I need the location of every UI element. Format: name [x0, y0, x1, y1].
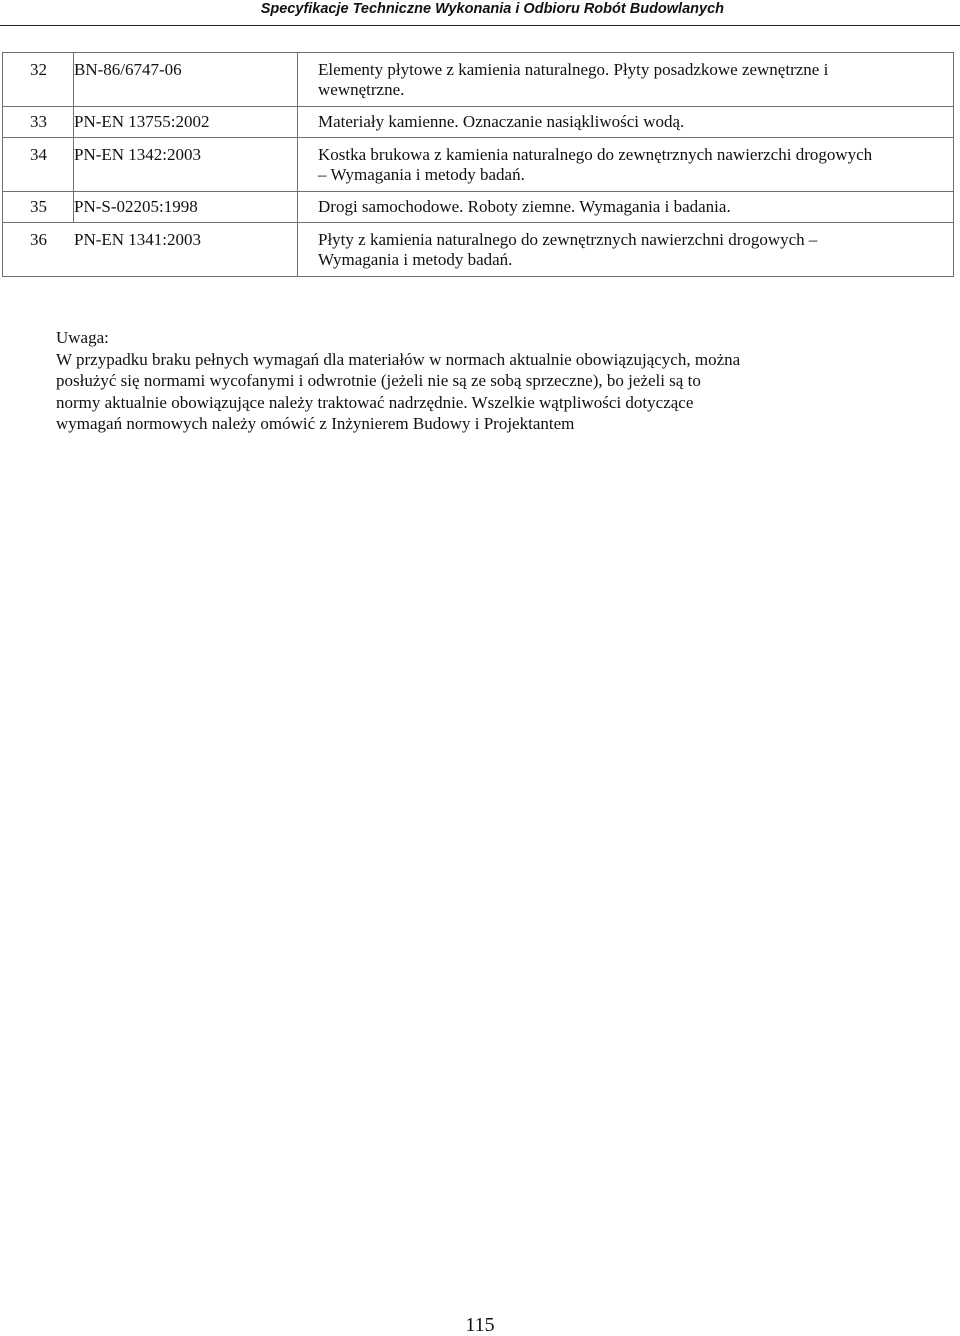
- table-row: [3, 107, 954, 138]
- description-line: Materiały kamienne. Oznaczanie nasiąkliwości wodą.: [318, 112, 685, 131]
- note-line: normy aktualnie obowiązujące należy traktować nadrzędnie. Wszelkie wątpliwości dotyczące: [56, 392, 694, 412]
- document-title: Specyfikacje Techniczne Wykonania i Odbioru Robót Budowlanych: [260, 1, 724, 17]
- norm-code: PN-EN 1342:2003: [74, 138, 298, 192]
- norms-table: [2, 52, 954, 277]
- page-number: 115: [465, 1314, 495, 1336]
- description-line: Wymagania i metody badań.: [318, 250, 513, 269]
- description-line: Elementy płytowe z kamienia naturalnego. Płyty posadzkowe zewnętrzne i: [318, 60, 829, 79]
- table-row: [3, 53, 954, 107]
- row-number: 36: [30, 230, 47, 249]
- row-number: 35: [3, 192, 74, 223]
- table-row: [3, 192, 954, 223]
- row-number: 33: [3, 107, 74, 138]
- description-line: Drogi samochodowe. Roboty ziemne. Wymagania i badania.: [318, 197, 731, 216]
- note-line: W przypadku braku pełnych wymagań dla materiałów w normach aktualnie obowiązujących, można: [56, 349, 741, 369]
- table-row: [3, 138, 954, 192]
- note-block: [56, 327, 856, 435]
- description-line: wewnętrzne.: [318, 80, 405, 99]
- norm-description: [298, 192, 954, 223]
- norm-code: PN-EN 13755:2002: [74, 107, 298, 138]
- page-header: [0, 0, 960, 26]
- row-number: 32: [3, 53, 74, 107]
- description-line: – Wymagania i metody badań.: [318, 165, 525, 184]
- norm-description: [298, 53, 954, 107]
- norm-code: BN-86/6747-06: [74, 53, 298, 107]
- norm-description: [298, 107, 954, 138]
- description-line: Płyty z kamienia naturalnego do zewnętrznych nawierzchni drogowych –: [318, 230, 818, 249]
- norm-code: PN-S-02205:1998: [74, 192, 298, 223]
- norm-code: PN-EN 1341:2003: [74, 230, 202, 249]
- norm-description: [298, 138, 954, 192]
- note-line: wymagań normowych należy omówić z Inżynierem Budowy i Projektantem: [56, 414, 575, 433]
- description-line: Kostka brukowa z kamienia naturalnego do zewnętrznych nawierzchi drogowych: [318, 145, 873, 164]
- note-title: Uwaga:: [56, 328, 109, 347]
- norm-description: [298, 223, 954, 277]
- note-line: posłużyć się normami wycofanymi i odwrotnie (jeżeli nie są ze sobą sprzeczne), bo jeżeli są to: [56, 371, 701, 390]
- table-row: [3, 223, 954, 277]
- row-number-and-code: [3, 223, 298, 277]
- row-number: 34: [3, 138, 74, 192]
